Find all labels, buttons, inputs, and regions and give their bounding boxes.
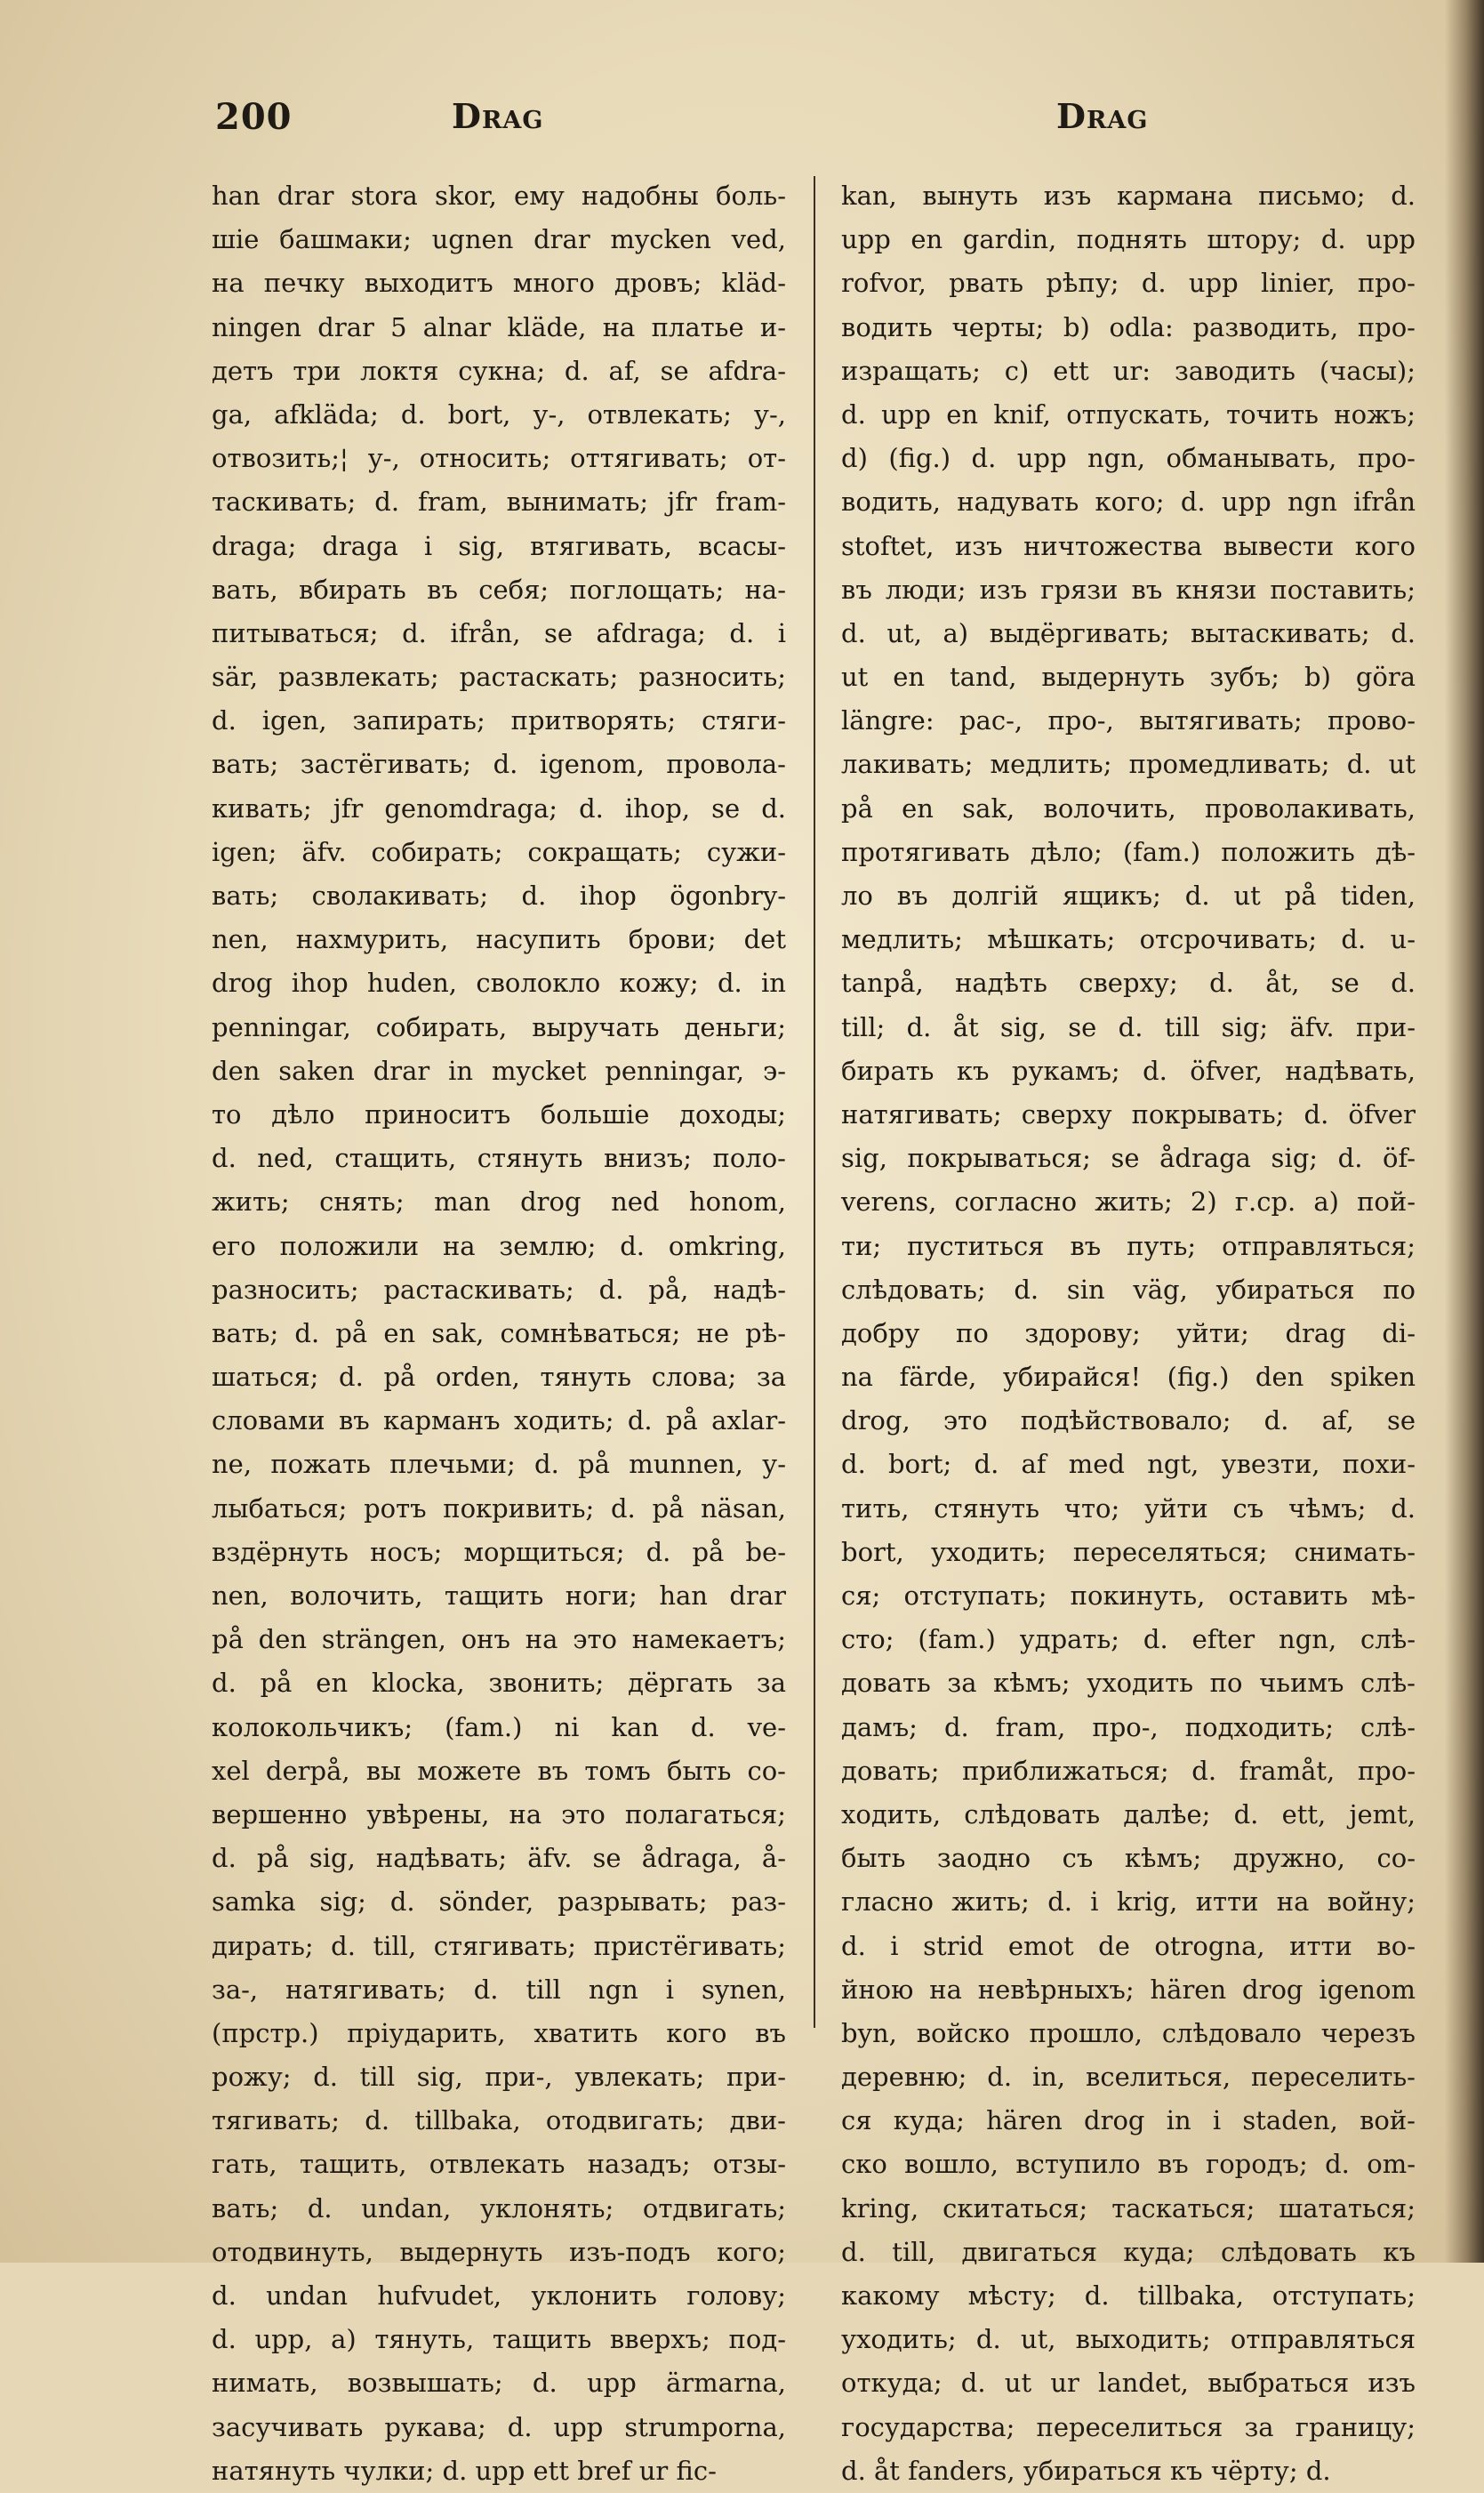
text-line: въ люди; изъ грязи въ князи поставить; — [841, 574, 1416, 605]
text-line: xel derpå, вы можете въ томъ быть со- — [212, 1755, 786, 1786]
text-line: изращать; c) ett ur: заводить (часы); — [841, 355, 1416, 386]
text-line: sig, покрываться; se ådraga sig; d. öf- — [841, 1143, 1416, 1174]
page-spine-shadow — [1445, 0, 1484, 2263]
text-line: нимать, возвышать; d. upp ärmarna, — [212, 2368, 786, 2399]
text-line: его положили на землю; d. omkring, — [212, 1230, 786, 1261]
text-line: upp en gardin, поднять штору; d. upp — [841, 224, 1416, 255]
page-header — [212, 96, 1149, 146]
text-line: d. åt fanders, убираться къ чёрту; d. — [841, 2455, 1331, 2486]
guide-word-left: Drag — [452, 96, 544, 136]
text-line: вать; сволакивать; d. ihop ögonbry- — [212, 881, 786, 911]
text-line: draga; draga i sig, втягивать, всасы- — [212, 530, 786, 561]
text-line: drog ihop huden, сволокло кожу; d. in — [212, 968, 786, 999]
text-line: довать за кѣмъ; уходить по чьимъ слѣ- — [841, 1668, 1416, 1699]
text-line: han drar stora skor, ему надобны боль- — [212, 181, 786, 211]
text-line: водить черты; b) odla: разводить, про- — [841, 311, 1416, 342]
text-line: längre: рас-, про-, вытягивать; прово- — [841, 705, 1416, 736]
text-line: nen, волочить, тащить ноги; han drar — [212, 1580, 786, 1611]
text-line: гать, тащить, отвлекать назадъ; отзы- — [212, 2149, 786, 2180]
text-line: водить, надувать кого; d. upp ngn ifrån — [841, 487, 1416, 518]
text-line: дирать; d. till, стягивать; пристёгивать; — [212, 1930, 786, 1961]
text-line: verens, согласно жить; 2) г.ср. a) пой- — [841, 1186, 1416, 1218]
text-line: bort, уходить; переселяться; снимать- — [841, 1536, 1416, 1567]
text-line: kan, вынуть изъ кармана письмо; d. — [841, 181, 1416, 211]
text-line: samka sig; d. sönder, разрывать; раз- — [212, 1886, 786, 1918]
text-line: d. igen, запирать; притворять; стяги- — [212, 705, 786, 736]
text-line: шаться; d. på orden, тянуть слова; за — [212, 1362, 786, 1393]
text-line: тягивать; d. tillbaka, отодвигать; дви- — [212, 2105, 786, 2136]
text-line: йною на невѣрныхъ; hären drog igenom — [841, 1974, 1416, 2005]
text-line: питываться; d. ifrån, se afdraga; d. i — [212, 617, 786, 648]
text-line: d. ned, стащить, стянуть внизъ; поло- — [212, 1143, 786, 1174]
column-divider — [814, 176, 815, 2028]
text-line: отвозить;¦ у-, относить; оттягивать; от- — [212, 443, 786, 474]
text-line: шіе башмаки; ugnen drar mycken ved, — [212, 224, 786, 255]
text-line: (прстр.) пріударить, хватить кого въ — [212, 2017, 786, 2048]
text-line: d. bort; d. af med ngt, увезти, похи- — [841, 1449, 1416, 1480]
text-line: ско вошло, вступило въ городъ; d. om- — [841, 2149, 1416, 2180]
text-line: sär, развлекать; растаскать; разносить; — [212, 662, 786, 693]
text-line: засучивать рукава; d. upp strumporna, — [212, 2411, 786, 2442]
text-line: на печку выходитъ много дровъ; kläd- — [212, 268, 786, 299]
text-line: откуда; d. ut ur landet, выбраться изъ — [841, 2368, 1416, 2399]
text-line: d. upp, a) тянуть, тащить вверхъ; под- — [212, 2324, 786, 2355]
text-line: d. till, двигаться куда; слѣдовать къ — [841, 2236, 1416, 2267]
text-line: рожу; d. till sig, при-, увлекать; при- — [212, 2062, 786, 2093]
text-line: d. undan hufvudet, уклонить голову; — [212, 2280, 786, 2311]
text-line: довать; приближаться; d. framåt, про- — [841, 1755, 1416, 1786]
text-line: уходить; d. ut, выходить; отправляться — [841, 2324, 1416, 2355]
text-line: nen, нахмурить, насупить брови; det — [212, 924, 786, 955]
text-line: жить; снять; man drog ned honom, — [212, 1186, 786, 1218]
text-line: слѣдовать; d. sin väg, убираться по — [841, 1274, 1416, 1305]
text-line: таскивать; d. fram, вынимать; jfr fram- — [212, 487, 786, 518]
text-line: словами въ карманъ ходить; d. på axlar- — [212, 1405, 786, 1436]
text-line: сто; (fam.) удрать; d. efter ngn, слѣ- — [841, 1624, 1416, 1655]
text-line: то дѣло приноситъ большіе доходы; — [212, 1098, 786, 1130]
text-line: till; d. åt sig, se d. till sig; äfv. при- — [841, 1011, 1416, 1042]
text-line: тить, стянуть что; уйти съ чѣмъ; d. — [841, 1492, 1416, 1524]
text-line: лыбаться; ротъ покривить; d. på näsan, — [212, 1492, 786, 1524]
text-line: вздёрнуть носъ; морщиться; d. på be- — [212, 1536, 786, 1567]
page-number: 200 — [215, 96, 293, 138]
text-line: детъ три локтя сукна; d. af, se afdra- — [212, 355, 786, 386]
text-line: ne, пожать плечьми; d. på munnen, у- — [212, 1449, 786, 1480]
text-line: кивать; jfr genomdraga; d. ihop, se d. — [212, 792, 786, 824]
right-column — [841, 174, 1416, 2493]
text-line: d. på en klocka, звонить; дёргать за — [212, 1668, 786, 1699]
text-line: какому мѣсту; d. tillbaka, отступать; — [841, 2280, 1416, 2311]
text-line: деревню; d. in, вселиться, переселить- — [841, 2062, 1416, 2093]
text-line: igen; äfv. собирать; сокращать; сужи- — [212, 836, 786, 867]
text-line: stoftet, изъ ничтожества вывести кого — [841, 530, 1416, 561]
text-line: d. ut, a) выдёргивать; вытаскивать; d. — [841, 617, 1416, 648]
text-line: вершенно увѣрены, на это полагаться; — [212, 1798, 786, 1830]
text-line: вать; d. undan, уклонять; отдвигать; — [212, 2192, 786, 2224]
text-line: ло въ долгій ящикъ; d. ut på tiden, — [841, 881, 1416, 911]
left-column — [212, 174, 786, 2493]
text-line: медлить; мѣшкать; отсрочивать; d. u- — [841, 924, 1416, 955]
text-line: быть заодно съ кѣмъ; дружно, со- — [841, 1843, 1416, 1874]
guide-word-right: Drag — [1056, 96, 1149, 136]
text-line: den saken drar in mycket penningar, э- — [212, 1055, 786, 1086]
text-line: kring, скитаться; таскаться; шататься; — [841, 2192, 1416, 2224]
text-line: på en sak, волочить, проволакивать, — [841, 792, 1416, 824]
text-line: drog, это подѣйствовало; d. af, se — [841, 1405, 1416, 1436]
text-line: разносить; растаскивать; d. på, надѣ- — [212, 1274, 786, 1305]
text-line: tanpå, надѣть сверху; d. åt, se d. — [841, 968, 1416, 999]
text-line: отодвинуть, выдернуть изъ-подъ кого; — [212, 2236, 786, 2267]
text-line: ся куда; hären drog in i staden, вой- — [841, 2105, 1416, 2136]
text-line: d. på sig, надѣвать; äfv. se ådraga, å- — [212, 1843, 786, 1874]
text-line: государства; переселиться за границу; — [841, 2411, 1416, 2442]
text-line: ga, afkläda; d. bort, у-, отвлекать; у-, — [212, 398, 786, 430]
text-line: ut en tand, выдернуть зубъ; b) göra — [841, 662, 1416, 693]
text-line: колокольчикъ; (fam.) ni kan d. ve- — [212, 1711, 786, 1742]
text-line: вать; застёгивать; d. igenom, провола- — [212, 749, 786, 780]
text-line: na färde, убирайся! (fig.) den spiken — [841, 1362, 1416, 1393]
text-line: ти; пуститься въ путь; отправляться; — [841, 1230, 1416, 1261]
text-line: за-, натягивать; d. till ngn i synen, — [212, 1974, 786, 2005]
text-line: ходить, слѣдовать далѣе; d. ett, jemt, — [841, 1798, 1416, 1830]
text-line: лакивать; медлить; промедливать; d. ut — [841, 749, 1416, 780]
text-line: натянуть чулки; d. upp ett bref ur fic- — [212, 2455, 717, 2486]
text-line: вать, вбирать въ себя; поглощать; на- — [212, 574, 786, 605]
text-line: вать; d. på en sak, сомнѣваться; не рѣ- — [212, 1317, 786, 1348]
text-line: гласно жить; d. i krig, итти на войну; — [841, 1886, 1416, 1918]
text-line: протягивать дѣло; (fam.) положить дѣ- — [841, 836, 1416, 867]
text-line: rofvor, рвать рѣпу; d. upp linier, про- — [841, 268, 1416, 299]
text-line: på den strängen, онъ на это намекаетъ; — [212, 1624, 786, 1655]
text-line: натягивать; сверху покрывать; d. öfver — [841, 1098, 1416, 1130]
text-line: бирать къ рукамъ; d. öfver, надѣвать, — [841, 1055, 1416, 1086]
text-line: penningar, собирать, выручать деньги; — [212, 1011, 786, 1042]
text-line: ся; отступать; покинуть, оставить мѣ- — [841, 1580, 1416, 1611]
text-line: d. upp en knif, отпускать, точить ножъ; — [841, 398, 1416, 430]
text-line: добру по здорову; уйти; drag di- — [841, 1317, 1416, 1348]
text-line: d) (fig.) d. upp ngn, обманывать, про- — [841, 443, 1416, 474]
text-line: ningen drar 5 alnar kläde, на платье и- — [212, 311, 786, 342]
text-line: byn, войско прошло, слѣдовало черезъ — [841, 2017, 1416, 2048]
text-line: дамъ; d. fram, про-, подходить; слѣ- — [841, 1711, 1416, 1742]
text-line: d. i strid emot de otrogna, итти во- — [841, 1930, 1416, 1961]
